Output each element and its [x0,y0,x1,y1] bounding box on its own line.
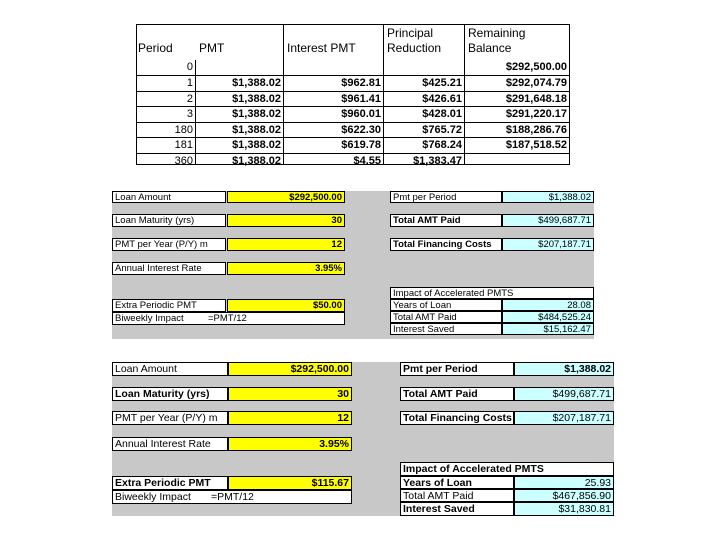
total-financing-costs-value: $207,187.71 [514,411,614,425]
annual-rate-label: Annual Interest Rate [112,262,226,275]
biweekly-label: Biweekly Impact [115,313,184,324]
impact-total-paid-label: Total AMT Paid [400,489,514,502]
loan-maturity-label: Loan Maturity (yrs) [112,387,228,401]
calculator-panel-1 [112,191,594,339]
interest-saved-label: Interest Saved [390,323,502,335]
total-amt-paid-value: $499,687.71 [514,387,614,401]
impact-title: Impact of Accelerated PMTS [400,462,614,476]
total-financing-costs-label: Total Financing Costs [400,411,514,425]
total-amt-paid-value: $499,687.71 [502,214,594,227]
extra-pmt-label: Extra Periodic PMT [112,299,226,312]
biweekly-row [112,312,345,325]
interest-saved-value: $15,162.47 [502,323,594,335]
pmt-per-period-label: Pmt per Period [390,191,502,203]
total-financing-costs-label: Total Financing Costs [390,238,502,251]
years-of-loan-value: 28.08 [502,299,594,311]
header-principal-1: Principal [387,26,434,40]
total-amt-paid-label: Total AMT Paid [400,387,514,401]
annual-rate-input[interactable]: 3.95% [227,262,345,275]
total-financing-costs-value: $207,187.71 [502,238,594,251]
calculator-panel-2 [112,362,614,516]
pmt-per-year-input[interactable]: 12 [228,411,352,425]
impact-title: Impact of Accelerated PMTS [390,287,594,299]
pmt-per-period-value: $1,388.02 [502,191,594,203]
loan-maturity-input[interactable]: 30 [227,214,345,227]
extra-pmt-input[interactable]: $50.00 [227,299,345,312]
table-row: 3 $1,388.02 $960.01 $428.01 $291,220.17 [137,106,569,122]
header-remaining-2: Balance [468,41,512,55]
years-of-loan-label: Years of Loan [400,476,514,489]
biweekly-label: Biweekly Impact [115,491,191,503]
loan-maturity-input[interactable]: 30 [228,387,352,401]
biweekly-row [112,490,352,504]
table-row: 360 $1,388.02 $4.55 $1,383.47 [137,153,569,169]
amortization-rows [137,60,569,169]
loan-amount-label: Loan Amount [112,362,228,376]
interest-saved-label: Interest Saved [400,502,514,516]
pmt-per-period-label: Pmt per Period [400,362,514,376]
pmt-per-period-value: $1,388.02 [514,362,614,376]
table-row: 0 $292,500.00 [186,61,567,73]
table-row: 181 $1,388.02 $619.78 $768.24 $187,518.52 [137,137,569,153]
amortization-table [136,24,570,165]
pmt-per-year-label: PMT per Year (P/Y) m [112,238,226,251]
impact-total-paid-label: Total AMT Paid [390,311,502,323]
years-of-loan-value: 25.93 [514,476,614,489]
biweekly-value: =PMT/12 [208,313,247,324]
header-principal-2: Reduction [387,41,442,55]
total-amt-paid-label: Total AMT Paid [390,214,502,227]
header-remaining-1: Remaining [468,26,526,40]
header-pmt: PMT [199,41,225,55]
impact-total-paid-value: $484,525.24 [502,311,594,323]
biweekly-value: =PMT/12 [211,491,254,503]
pmt-per-year-input[interactable]: 12 [227,238,345,251]
header-period: Period [138,41,173,55]
loan-amount-input[interactable]: $292,500.00 [227,191,345,203]
extra-pmt-label: Extra Periodic PMT [112,476,228,490]
loan-amount-label: Loan Amount [112,191,226,203]
pmt-per-year-label: PMT per Year (P/Y) m [112,411,228,425]
annual-rate-input[interactable]: 3.95% [228,437,352,451]
table-row: 1 $1,388.02 $962.81 $425.21 $292,074.79 [137,75,569,91]
years-of-loan-label: Years of Loan [390,299,502,311]
extra-pmt-input[interactable]: $115.67 [228,476,352,490]
table-row: 180 $1,388.02 $622.30 $765.72 $188,286.76 [137,122,569,138]
loan-maturity-label: Loan Maturity (yrs) [112,214,226,227]
annual-rate-label: Annual Interest Rate [112,437,228,451]
impact-total-paid-value: $467,856.90 [514,489,614,502]
loan-amount-input[interactable]: $292,500.00 [228,362,352,376]
table-row: 2 $1,388.02 $961.41 $426.61 $291,648.18 [137,91,569,107]
interest-saved-value: $31,830.81 [514,502,614,516]
header-interest: Interest PMT [287,41,356,55]
